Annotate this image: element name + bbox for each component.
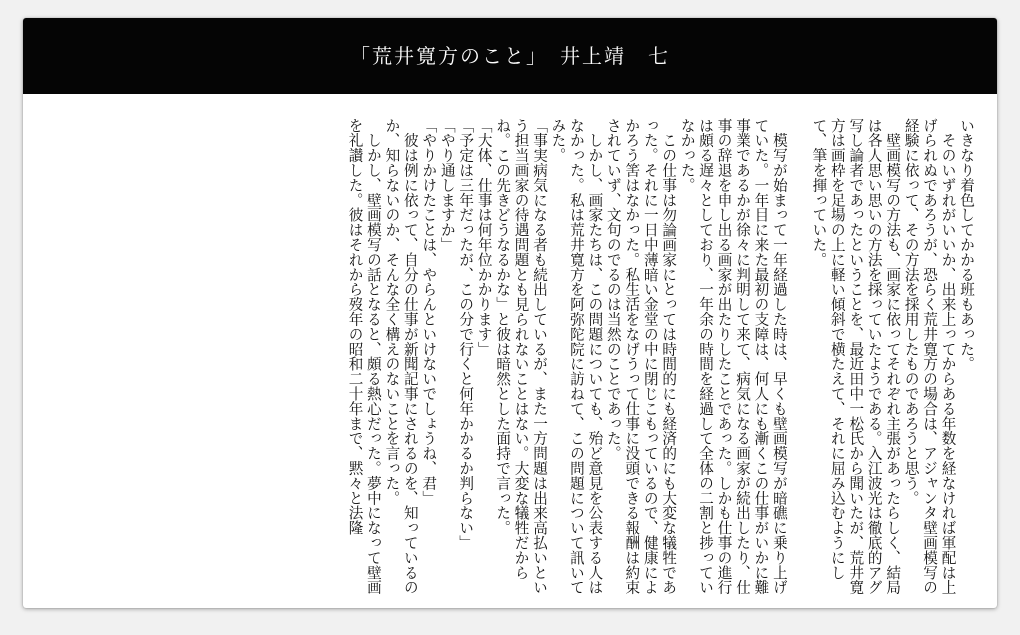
dialogue-line: 「やりかけたことは、やらんといけないでしょうね、君」 [420,118,438,506]
article-body [45,118,975,598]
paragraph: しかし、画家たちは、この問題についても、殆ど意見を公表する人はなかった。私は荒井寛方を阿弥陀院に訪ねて、この問題について訊いてみた。 [549,118,604,595]
article-title: 「荒井寛方のこと」 井上靖 七 [350,44,670,68]
paragraph: しかし、壁画模写の話となると、頗る熱心だった。夢中になって壁画を礼讃した。彼はそれから歿年の昭和二十年まで、黙々と法隆 [346,118,382,595]
paragraph: 彼は例に依って、自分の仕事が新聞記事にされるのを、知っているのか、知らないのか、そんな全く構えのないことを言った。 [383,118,419,595]
title-banner [23,18,997,94]
dialogue-line: 「大体、仕事は何年位かかります」 [475,118,493,357]
paragraph: 模写が始まって一年経過した時は、早くも壁画模写が暗礁に乗り上げていた。一年目に来た最初の支障は、何人にも漸くこの仕事がいかに難事業であるかが徐々に判明して来て、病気になる画家が続出したり、仕事の辞退を申し出る画家が出たりしたことであった。しかも仕事の進行は頗る遅々としており、一年余の時間を経過して全体の二割と捗っていなかった。 [678,118,788,595]
dialogue-line: 「やり通しますか」 [438,118,456,253]
article-card [23,18,997,608]
paragraph: この仕事は勿論画家にとっては時間的にも経済的にも大変な犠牲であった。それに一日中薄暗い金堂の中に閉じこもっているので、健康によかろう筈はなかった。私生活をなげうって仕事に没頭できる報酬は約束されていず、文句のでるのは当然のことであった。 [604,118,678,595]
dialogue-line: 「事実病気になる者も続出しているが、また一方問題は出来高払いという担当画家の待遇問題とも見られないことはない。大変な犠牲だからね。この先きどうなるかな」と彼は暗然とした面持で言った。 [494,118,549,595]
paragraph: 壁画模写の方法も、画家に依ってそれぞれ主張があったらしく、結局は各人思い思いの方法を採っていたようである。入江波光は徹底的アグ写し論者であったということを、最近田中一松氏から聞いたが、荒井寛方は画枠を足場の上に軽い傾斜で横たえて、それに屈み込むようにして、筆を揮っていた。 [810,118,902,595]
paragraph: いきなり着色してかかる班もあった。 [958,118,975,372]
section-gap [788,118,809,598]
dialogue-line: 「予定は三年だったが、この分で行くと何年かかるか判らない」 [457,118,475,551]
paragraph: そのいずれがいいか、出来上ってからある年数を経なければ軍配は上げられぬであろうが、恐らく荒井寛方の場合は、アジャンタ壁画模写の経験に依って、その方法を採用したものであろうと思う。 [902,118,957,595]
